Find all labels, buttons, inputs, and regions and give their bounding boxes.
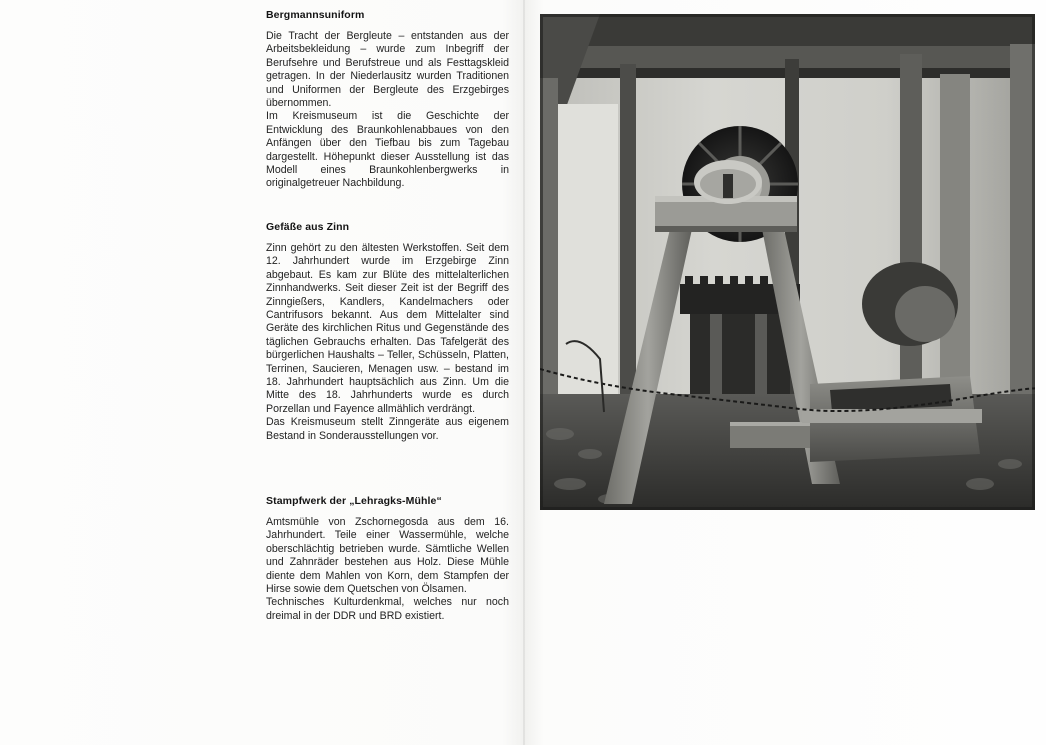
section-heading: Bergmannsuniform bbox=[266, 9, 365, 21]
section-stampfwerk bbox=[266, 494, 509, 623]
section-heading: Gefäße aus Zinn bbox=[266, 221, 350, 233]
photo-illustration bbox=[540, 14, 1035, 510]
section-paragraph: Das Kreismuseum stellt Zinngeräte aus eigenem Bestand in Sonderausstellungen vor. bbox=[266, 416, 509, 442]
section-paragraph: Amtsmühle von Zschornegosda aus dem 16. Jahrhundert. Teile einer Wassermühle, welche oberschlächtig betrieben wurde. Sämtliche Wellen und Zahnräder bestehen aus Holz. Diese Mühle diente dem Mahlen von Korn, dem Stampfen der Hirse sowie dem Quetschen von Ölsamen. bbox=[266, 516, 509, 596]
section-bergmannsuniform bbox=[266, 8, 509, 191]
section-heading: Stampfwerk der „Lehragks-Mühle“ bbox=[266, 495, 442, 507]
section-paragraph: Zinn gehört zu den ältesten Werkstoffen. Seit dem 12. Jahrhundert wurde im Erzgebirge Zinn abgebaut. Es kam zur Blüte des mittelalterlichen Zinnhandwerks. Seit dieser Zeit ist der Begriff des Zinngießers, Kandlers, Kandelmachers oder Cantrifusors bekannt. Aus dem Mittelalter sind Geräte des kirchlichen Ritus und Gegenstände des täglichen Gebrauchs erhalten. Das Tafelgerät des bürgerlichen Haushalts – Teller, Schüsseln, Platten, Terrinen, Saucieren, Menagen usw. – bestand im 18. Jahrhundert hauptsächlich aus Zinn. Um die Mitte des 18. Jahrhunderts wurde es durch Porzellan und Fayence allmählich verdrängt. bbox=[266, 242, 509, 415]
section-paragraph: Die Tracht der Bergleute – entstanden aus der Arbeitsbekleidung – wurde zum Inbegriff der Berufsehre und Berufstreue und als Festtagskleid getragen. In der Niederlausitz wurden Traditionen und Uniformen der Bergleute des Erzgebirges übernommen. bbox=[266, 30, 509, 110]
mill-stamping-works-photo bbox=[540, 14, 1035, 510]
section-paragraph: Im Kreismuseum ist die Geschichte der Entwicklung des Braunkohlenabbaues von den Anfängen über den Tiefbau bis zum Tagebau dargestellt. Höhepunkt dieser Ausstellung ist das Modell eines Braunkohlenbergwerks in originalgetreuer Nachbildung. bbox=[266, 110, 509, 190]
section-paragraph: Technisches Kulturdenkmal, welches nur noch dreimal in der DDR und BRD existiert. bbox=[266, 596, 509, 622]
page-fold bbox=[523, 0, 525, 745]
section-gefaesse-aus-zinn bbox=[266, 220, 509, 443]
